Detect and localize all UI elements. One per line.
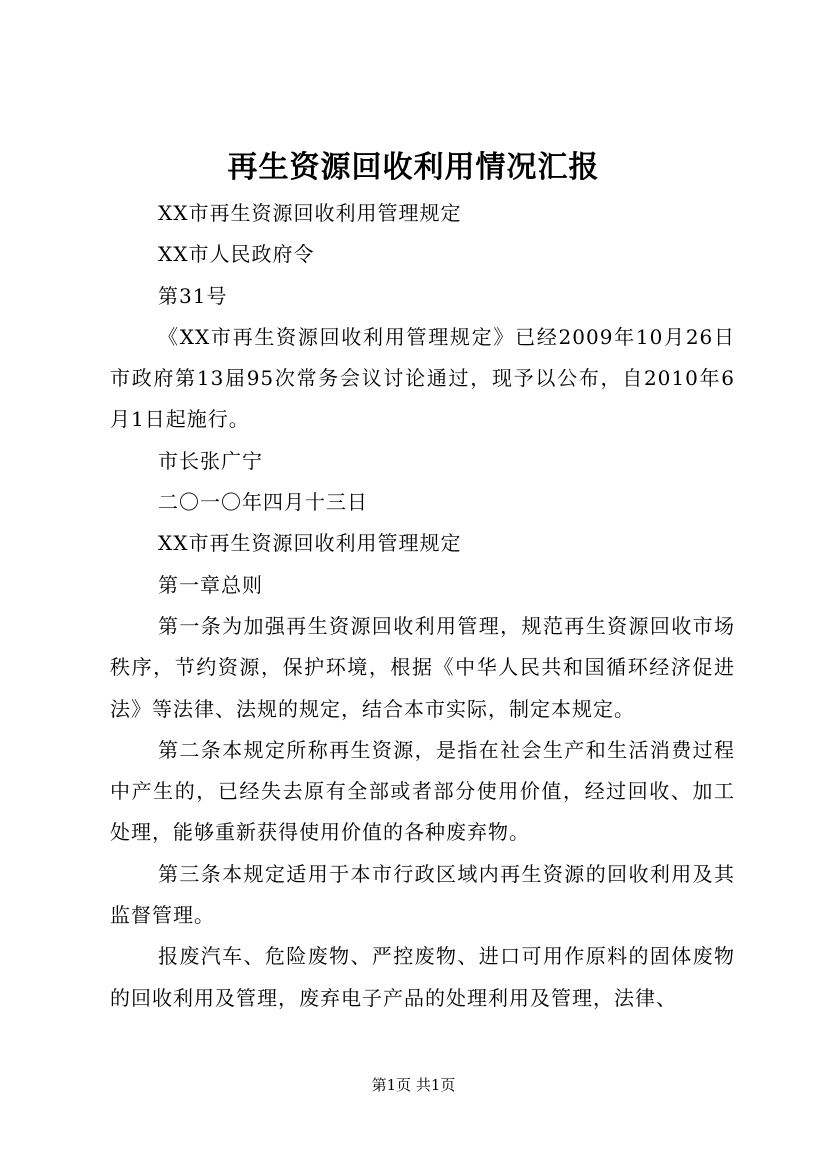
paragraph-chapter-heading: 第一章总则 — [158, 572, 263, 597]
paragraph-article-2: 第二条本规定所称再生资源，是指在社会生产和生活消费过程中产生的，已经失去原有全部或者部分使用价值，经过回收、加工处理，能够重新获得使用价值的各种废弃物。 — [110, 737, 735, 845]
paragraph-order-number: 第31号 — [158, 283, 228, 308]
paragraph-government-order: XX市人民政府令 — [158, 242, 315, 267]
document-body — [110, 193, 735, 1019]
paragraph-date: 二〇一〇年四月十三日 — [158, 490, 368, 515]
paragraph-exceptions: 报废汽车、危险废物、严控废物、进口可用作原料的固体废物的回收利用及管理，废弃电子产品的处理利用及管理，法律、 — [110, 944, 735, 1010]
page-footer: 第1页 共1页 — [371, 1076, 456, 1094]
paragraph-mayor: 市长张广宁 — [158, 448, 263, 473]
paragraph-announcement: 《XX市再生资源回收利用管理规定》已经2009年10月26日市政府第13届95次常务会议讨论通过，现予以公布，自2010年6月1日起施行。 — [110, 324, 735, 432]
paragraph-article-3: 第三条本规定适用于本市行政区域内再生资源的回收利用及其监督管理。 — [110, 861, 735, 928]
paragraph-regulation-name: XX市再生资源回收利用管理规定 — [158, 201, 462, 225]
paragraph-regulation-title: XX市再生资源回收利用管理规定 — [158, 531, 462, 556]
paragraph-article-1: 第一条为加强再生资源回收利用管理，规范再生资源回收市场秩序，节约资源，保护环境，根据《中华人民共和国循环经济促进法》等法律、法规的规定，结合本市实际，制定本规定。 — [110, 613, 735, 721]
document-title: 再生资源回收利用情况汇报 — [227, 150, 600, 185]
